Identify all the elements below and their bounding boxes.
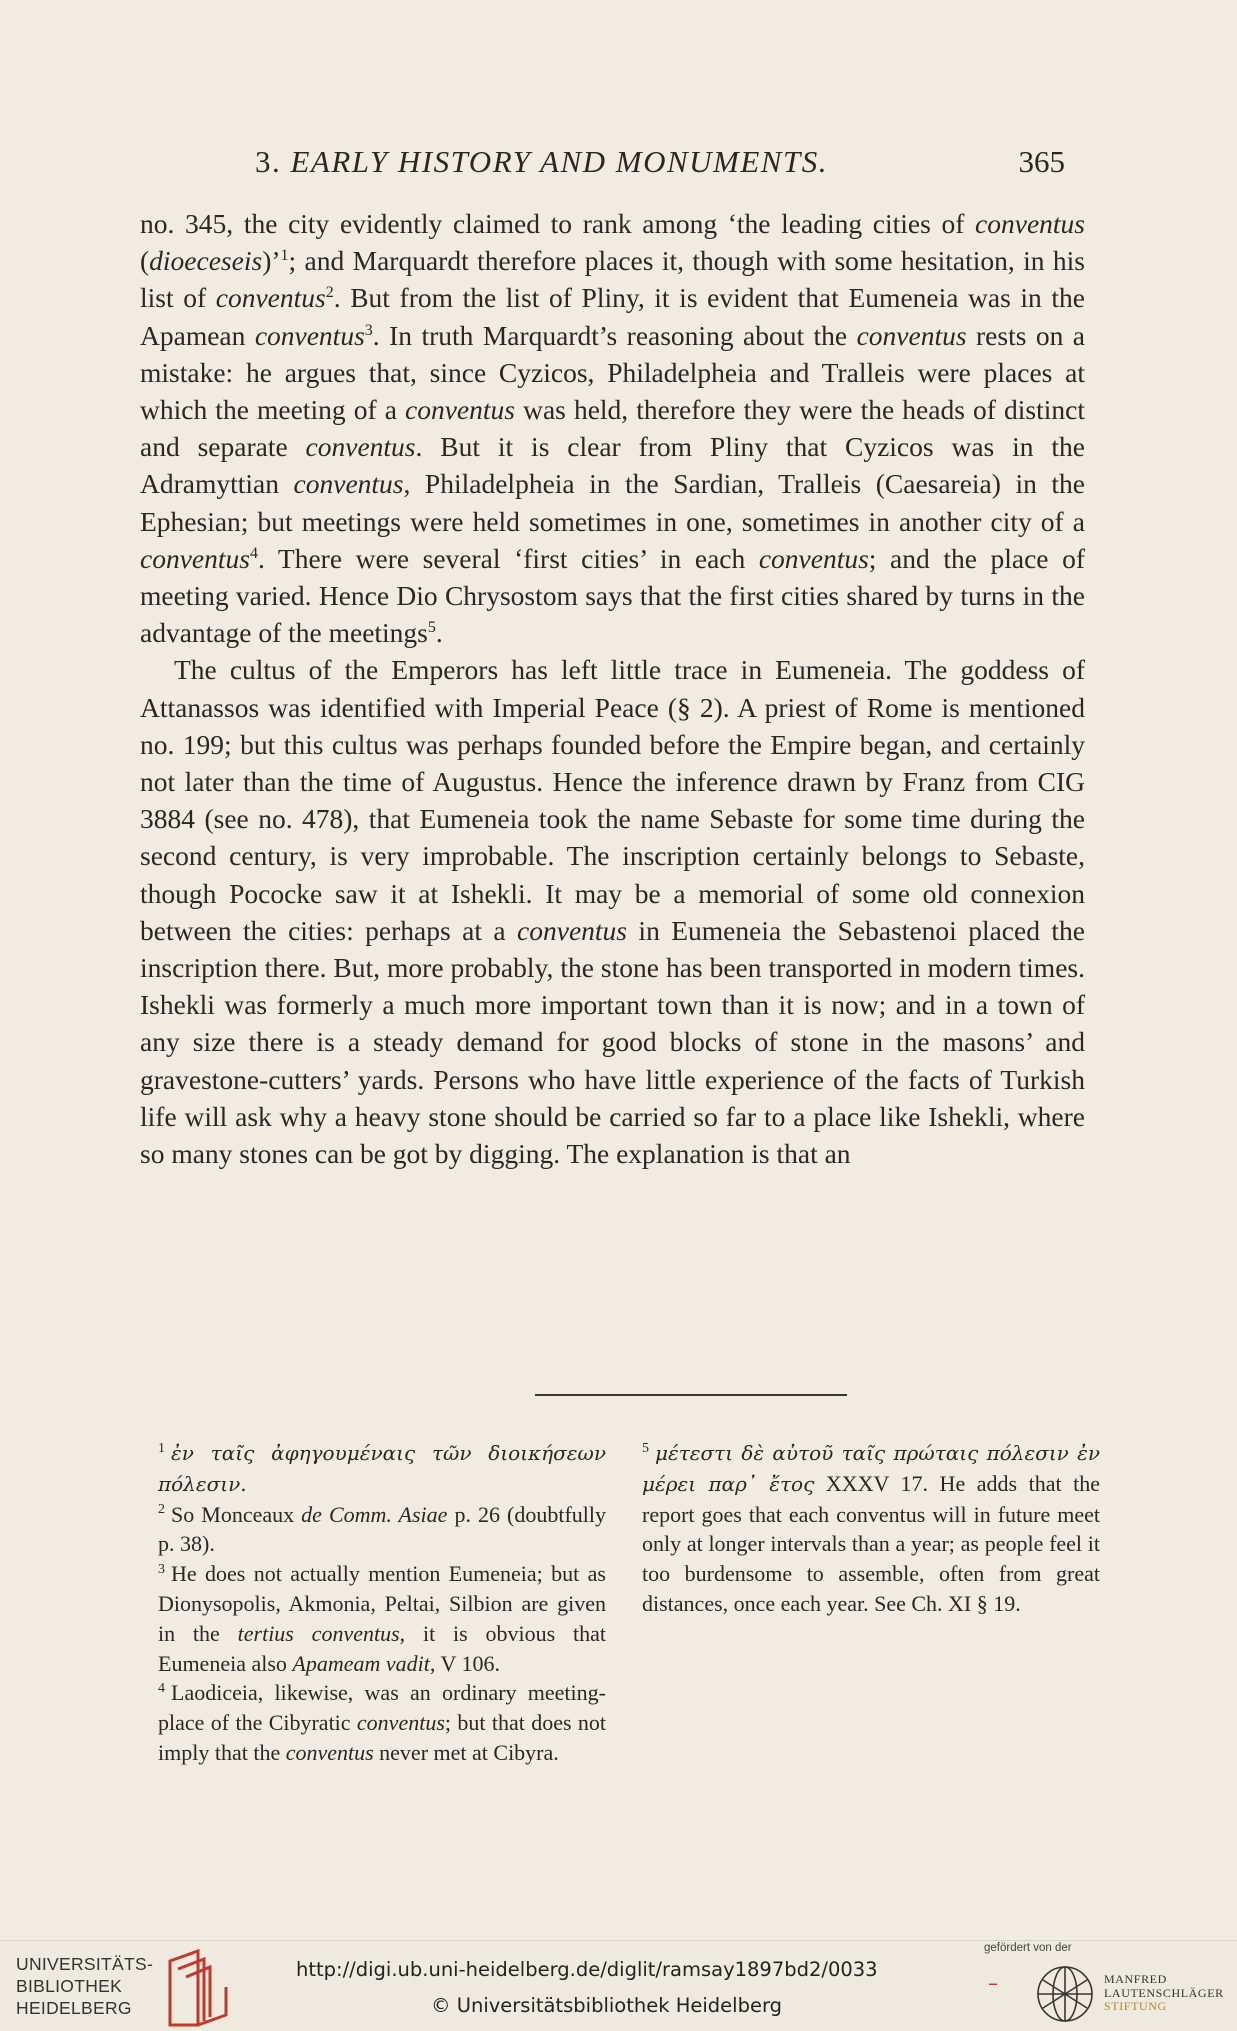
- library-name: UNIVERSITÄTS- BIBLIOTHEK HEIDELBERG: [16, 1954, 154, 2018]
- footnote-2: $^2$ So Monceaux de Comm. Asiae p. 26 (doubtfully p. 38).: [158, 1501, 606, 1557]
- footnote-divider: [535, 1394, 847, 1396]
- footnote-ref-3: 3: [364, 321, 373, 339]
- running-title: [255, 144, 828, 180]
- main-text: [140, 205, 1085, 1172]
- footnote-ref-2: 2: [325, 284, 334, 302]
- ub-heidelberg-logo-icon: [164, 1947, 234, 2029]
- footnote-3: $^3$ He does not actually mention Eumeneia; but as Dionysopolis, Akmonia, Peltai, Silbion are given in the tertius conventus, it is obvious that Eumeneia also Apameam vadit, V 106.: [158, 1561, 606, 1676]
- paragraph-2: The cultus of the Emperors has left little trace in Eumeneia. The goddess of Attanassos was identified with Imperial Peace (§ 2). A priest of Rome is mentioned no. 199; but this cultus was perhaps founded before the Empire began, and certainly not later than the time of Augustus. Hence the inference drawn by Franz from CIG 3884 (see no. 478), that Eumeneia took the name Sebaste for some time during the second century, is very improbable. The inscription certainly belongs to Sebaste, though Pococke saw it at Ishekli. It may be a memorial of some old connexion between the cities: perhaps at a conventus in Eumeneia the Sebastenoi placed the inscription there. But, more probably, the stone has been transported in modern times. Ishekli was formerly a much more important town than it is now; and in a town of any size there is a steady demand for good blocks of stone in the masons’ and gravestone-cutters’ yards. Persons who have little experience of the facts of Turkish life will ask why a heavy stone should be carried so far to a place like Ishekli, where so many stones can be got by digging. The explanation is that an: [140, 654, 1085, 1170]
- digitization-footer: [0, 1940, 1237, 2031]
- chapter-title: EARLY HISTORY AND MONUMENTS.: [290, 144, 828, 179]
- footnote-5: $^5$ μέτεστι δὲ αὐτοῦ ταῖς πρώταις πόλεσιν ἐν μέρει παρ᾽ ἔτος XXXV 17. He adds that the report goes that each conventus will in future meet only at longer intervals than a year; as people feel it too burdensome to assemble, often from great distances, once each year. See Ch. XI § 19.: [642, 1440, 1100, 1616]
- copyright-notice: © Universitätsbibliothek Heidelberg: [431, 1994, 783, 2017]
- separator-dash: –: [988, 1971, 998, 1995]
- section-number: 3.: [255, 144, 282, 179]
- paragraph-1: no. 345, the city evidently claimed to rank among ‘the leading cities of conventus (dioeceseis)’$^1$; and Marquardt therefore places it, though with some hesitation, in his list of conventus$^2$. But from the list of Pliny, it is evident that Eumeneia was in the Apamean conventus$^3$. In truth Marquardt’s reasoning about the conventus rests on a mistake: he argues that, since Cyzicos, Philadelpheia and Tralleis were places at which the meeting of a conventus was held, therefore they were the heads of distinct and separate conventus. But it is clear from Pliny that Cyzicos was in the Adramyttian conventus, Philadelpheia in the Sardian, Tralleis (Caesareia) in the Ephesian; but meetings were held sometimes in one, sometimes in another city of a conventus$^4$. There were several ‘first cities’ in each conventus; and the place of meeting varied. Hence Dio Chrysostom says that the first cities shared by turns in the advantage of the meetings$^5$.: [140, 208, 1086, 649]
- footnote-4: $^4$ Laodiceia, likewise, was an ordinary meeting-place of the Cibyratic conventus; but that does not imply that the conventus never met at Cibyra.: [158, 1680, 606, 1765]
- footnote-ref-5: 5: [427, 619, 436, 637]
- footnotes-left-column: [158, 1438, 606, 1768]
- stiftung-globe-logo-icon: [1034, 1963, 1096, 2025]
- footnote-1: $^1$ ἐν ταῖς ἀφηγουμέναις τῶν διοικήσεων πόλεσιν.: [158, 1440, 606, 1496]
- footnote-ref-4: 4: [249, 544, 258, 562]
- page-number: 365: [1018, 144, 1065, 179]
- stiftung-name: MANFRED LAUTENSCHLÄGER STIFTUNG: [1104, 1972, 1224, 2013]
- running-header: [140, 144, 1085, 188]
- footnotes-right-column: [642, 1438, 1100, 1619]
- permalink-url[interactable]: http://digi.ub.uni-heidelberg.de/diglit/ramsay1897bd2/0033: [296, 1958, 878, 1981]
- sponsor-label: gefördert von der: [984, 1942, 1072, 1954]
- footnote-ref-1: 1: [280, 247, 289, 265]
